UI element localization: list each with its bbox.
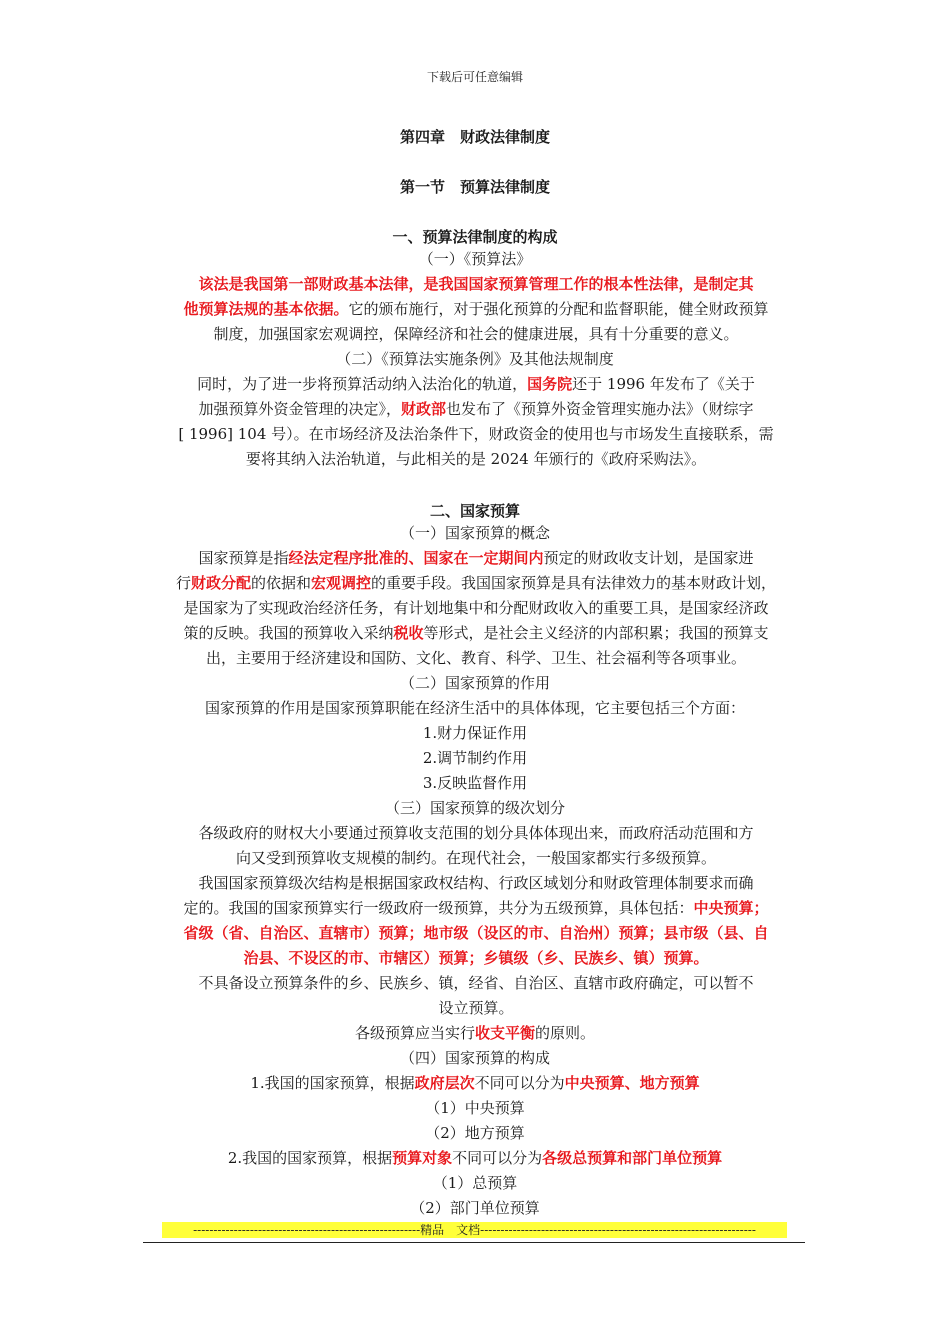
- body-text: 也发布了《预算外资金管理实施办法》（财综字: [446, 400, 754, 418]
- body-text: 加强预算外资金管理的决定》，: [198, 400, 401, 418]
- body-text: 它的颁布施行，对于强化预算的分配和监督职能，健全财政预算: [348, 300, 769, 318]
- body-text: 向又受到预算收支规模的制约。在现代社会，一般国家都实行多级预算。: [235, 849, 716, 867]
- subheading-levels: （三）国家预算的级次划分: [384, 799, 565, 817]
- paragraph-levels-1: [148, 821, 804, 871]
- list-item: （2）地方预算: [425, 1124, 525, 1142]
- body-text: [ 1996] 104 号）。在市场经济及法治条件下，财政资金的使用也与市场发生直接联系，需: [178, 425, 774, 443]
- highlight-text: 预算对象: [392, 1149, 453, 1167]
- composition-item-2: [0, 1146, 950, 1171]
- highlight-text: 税收: [393, 624, 424, 642]
- list-item: 1.财力保证作用: [422, 724, 528, 742]
- highlight-text: 省级（省、自治区、直辖市）预算；地市级（设区的市、自治州）预算；县市级（县、自: [183, 924, 769, 942]
- body-text: 的原则。: [535, 1024, 596, 1042]
- highlight-text: 各级总预算和部门单位预算: [542, 1149, 723, 1167]
- body-text: 等形式，是社会主义经济的内部积累；我国的预算支: [423, 624, 769, 642]
- chapter-title: 第四章 财政法律制度: [399, 128, 550, 146]
- body-text: 还于 1996 年发布了《关于: [572, 375, 755, 393]
- body-text: 设立预算。: [438, 999, 514, 1017]
- paragraph-regulations: [148, 372, 804, 472]
- list-item: （1）中央预算: [425, 1099, 525, 1117]
- list-item: （2）部门单位预算: [410, 1199, 540, 1217]
- section-title: 第一节 预算法律制度: [399, 178, 550, 196]
- body-text: 不同可以分为: [474, 1074, 565, 1092]
- highlight-text: 中央预算、地方预算: [564, 1074, 700, 1092]
- body-text: 定的。我国的国家预算实行一级政府一级预算，共分为五级预算，具体包括：: [183, 899, 694, 917]
- highlight-text: 收支平衡: [474, 1024, 535, 1042]
- list-item: 3.反映监督作用: [422, 774, 528, 792]
- subheading-budget-law: （一）《预算法》: [418, 250, 532, 268]
- body-text: 同时，为了进一步将预算活动纳入法治化的轨道，: [197, 375, 528, 393]
- body-text: 制度，加强国家宏观调控，保障经济和社会的健康进展，具有十分重要的意义。: [213, 325, 739, 343]
- highlight-text: 财政部: [400, 400, 446, 418]
- subheading-composition: （四）国家预算的构成: [399, 1049, 550, 1067]
- body-text: 行: [175, 574, 191, 592]
- body-text: 不同可以分为: [452, 1149, 543, 1167]
- body-text: 各级预算应当实行: [354, 1024, 475, 1042]
- body-text: 预定的财政收支计划，是国家进: [543, 549, 754, 567]
- body-text: 各级政府的财权大小要通过预算收支范围的划分具体体现出来，而政府活动范围和方: [198, 824, 754, 842]
- paragraph-budget-law: [148, 272, 804, 347]
- subheading-function: （二）国家预算的作用: [399, 674, 550, 692]
- footer-banner: --------------------------------------------------------精品 文档--------------------------------------------------------------------: [162, 1222, 787, 1238]
- highlight-text: 该法是我国第一部财政基本法律，是我国国家预算管理工作的根本性法律，是制定其: [198, 275, 754, 293]
- body-text: 的重要手段。我国国家预算是具有法律效力的基本财政计划，: [371, 574, 777, 592]
- paragraph-concept: [148, 546, 804, 671]
- body-text: 1.我国的国家预算，根据: [250, 1074, 415, 1092]
- body-text: 的依据和: [250, 574, 311, 592]
- body-text: 要将其纳入法治轨道，与此相关的是 2024 年颁行的《政府采购法》。: [245, 450, 707, 468]
- list-item: （1）总预算: [432, 1174, 518, 1192]
- body-text: 策的反映。我国的预算收入采纳: [183, 624, 394, 642]
- paragraph-levels-3: [148, 971, 804, 1021]
- composition-item-1: [0, 1071, 950, 1096]
- highlight-text: 宏观调控: [311, 574, 372, 592]
- footer-divider: [143, 1242, 805, 1243]
- body-text: 国家预算是指: [198, 549, 289, 567]
- body-text: 是国家为了实现政治经济任务，有计划地集中和分配财政收入的重要工具，是国家经济政: [183, 599, 769, 617]
- paragraph-function: 国家预算的作用是国家预算职能在经济生活中的具体体现，它主要包括三个方面：: [204, 699, 745, 717]
- body-text: 不具备设立预算条件的乡、民族乡、镇，经省、自治区、直辖市政府确定，可以暂不: [198, 974, 754, 992]
- highlight-text: 政府层次: [414, 1074, 475, 1092]
- page-header: 下载后可任意编辑: [426, 70, 523, 84]
- body-text: 我国国家预算级次结构是根据国家政权结构、行政区域划分和财政管理体制要求而确: [198, 874, 754, 892]
- body-text: 出，主要用于经济建设和国防、文化、教育、科学、卫生、社会福利等各项事业。: [205, 649, 746, 667]
- paragraph-levels-2: [148, 871, 804, 971]
- body-text: 2.我国的国家预算，根据: [227, 1149, 393, 1167]
- list-item: 2.调节制约作用: [422, 749, 528, 767]
- paragraph-balance: [0, 1021, 950, 1046]
- highlight-text: 财政分配: [190, 574, 251, 592]
- highlight-text: 他预算法规的基本依据。: [183, 300, 349, 318]
- subheading-regulations: （二）《预算法实施条例》及其他法规制度: [336, 350, 614, 368]
- highlight-text: 经法定程序批准的、国家在一定期间内: [288, 549, 544, 567]
- highlight-text: 中央预算；: [693, 899, 769, 917]
- highlight-text: 治县、不设区的市、市辖区）预算；乡镇级（乡、民族乡、镇）预算。: [243, 949, 709, 967]
- part-two-title: 二、国家预算: [429, 502, 520, 520]
- highlight-text: 国务院: [527, 375, 573, 393]
- part-one-title: 一、预算法律制度的构成: [392, 228, 558, 246]
- subheading-concept: （一）国家预算的概念: [399, 524, 550, 542]
